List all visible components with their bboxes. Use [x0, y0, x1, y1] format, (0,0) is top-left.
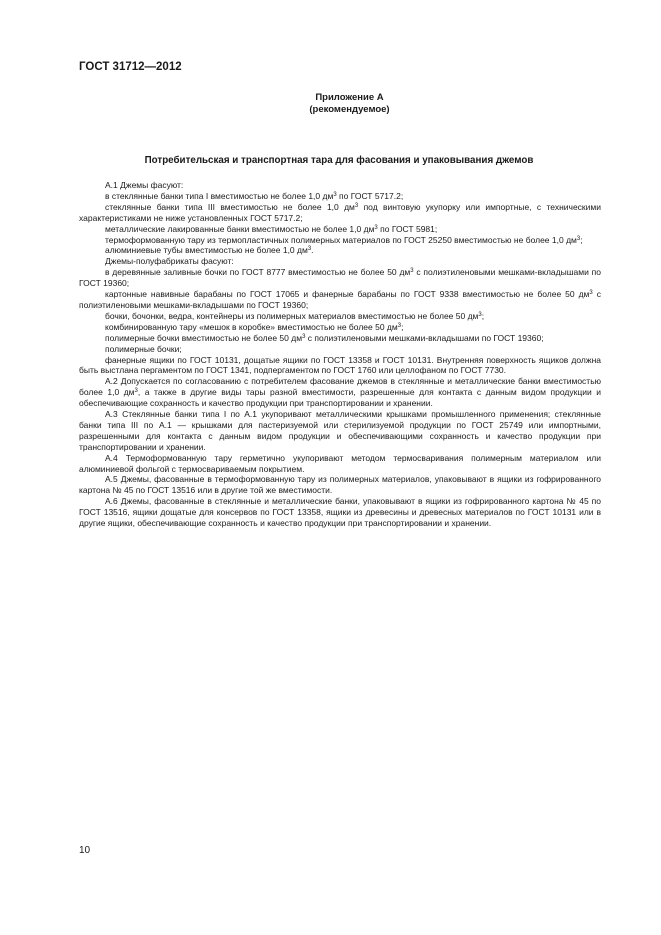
superscript: 3 [478, 311, 482, 318]
superscript: 3 [410, 268, 414, 275]
superscript: 3 [374, 224, 378, 231]
superscript: 3 [589, 290, 593, 297]
list-item: полимерные бочки вместимостью не более 50 $дм^3$ с полиэтиленовыми мешками-вкладышами по ГОСТ 19360; [105, 332, 544, 343]
paragraph-a5: А.5 Джемы, фасованные в термоформованную тару из полимерных материалов, упаковывают в ящики из гофрированного картона № 45 по ГОСТ 13516 или в другие той же вместимости. [79, 474, 601, 496]
list-item: стеклянные банки типа III вместимостью не более 1,0 $дм^3$ под винтовую укупорку или импортные, с техническими характеристиками не ниже установленных ГОСТ 5717.2; [79, 201, 601, 223]
page-number: 10 [79, 845, 91, 856]
superscript: 3 [307, 246, 312, 253]
annex-title: Приложение А [315, 92, 384, 103]
list-item: комбинированную тару «мешок в коробке» вместимостью не более 50 $дм^3$; [105, 321, 404, 332]
paragraph-a4: А.4 Термоформованную тару герметично укупоривают методом термосваривания полимерным материалом или алюминиевой фольгой с термосвариваемым покрытием. [79, 452, 601, 474]
list-item: алюминиевые тубы вместимостью не более 1,0 $дм^3$. [105, 245, 314, 256]
document-body [79, 180, 601, 529]
superscript: 3 [134, 388, 138, 395]
paragraph-a2: А.2 Допускается по согласованию с потребителем фасование джемов в стеклянные и металлические банки вместимостью более 1,0 $дм^3$, а также в другие виды тары разной вместимости, разрешенные для контакта с данным видом продукции и обеспечивающие сохранность и качество продукции при транспортировании и хранении. [79, 376, 601, 409]
list-item: полимерные бочки; [105, 343, 182, 354]
paragraph-a6: А.6 Джемы, фасованные в стеклянные и металлические банки, упаковывают в ящики из гофрированного картона № 45 по ГОСТ 13516, ящики дощатые для консервов по ГОСТ 13358, ящики из древесины и древесных материалов по ГОСТ 10131 или в другие ящики, обеспечивающие сохранность и качество продукции при транспортировании и хранении. [79, 496, 601, 529]
superscript: 3 [397, 322, 402, 329]
list-item: в стеклянные банки типа I вместимостью не более 1,0 $дм^3$ по ГОСТ 5717.2; [105, 190, 404, 201]
annex-heading [0, 92, 661, 116]
paragraph-semi-products: Джемы-полуфабрикаты фасуют: [105, 256, 234, 267]
list-item: металлические лакированные банки вместимостью не более 1,0 $дм^3$ по ГОСТ 5981; [105, 223, 438, 234]
paragraph-a3: А.3 Стеклянные банки типа I по А.1 укупоривают металлическими крышками промышленного применения; стеклянные банки типа III по А.1 — крышками для пастеризуемой или стерилизуемой продукции по ГОСТ 25749 или импортными, разрешенными для контакта с данным видом продукции и обеспечивающими сохранность и качество продукции при транспортировании и хранении. [79, 409, 601, 452]
annex-subtitle: (рекомендуемое) [309, 104, 390, 115]
list-item: фанерные ящики по ГОСТ 10131, дощатые ящики по ГОСТ 13358 и ГОСТ 10131. Внутренняя поверхность ящиков должна быть выстлана пергаментом по ГОСТ 1341, подпергаментом по ГОСТ 1760 или целлофаном по ГОСТ 7730. [79, 354, 601, 376]
paragraph-a1-intro: А.1 Джемы фасуют: [105, 180, 184, 190]
superscript: 3 [354, 202, 359, 209]
superscript: 3 [302, 333, 306, 340]
list-item: бочки, бочонки, ведра, контейнеры из полимерных материалов вместимостью не более 50 $дм^3$; [105, 310, 485, 321]
list-item: в деревянные заливные бочки по ГОСТ 8777 вместимостью не более 50 $дм^3$ с полиэтиленовыми мешками-вкладышами по ГОСТ 19360; [79, 267, 601, 289]
superscript: 3 [333, 191, 337, 198]
document-header: ГОСТ 31712—2012 [79, 61, 182, 73]
section-title: Потребительская и транспортная тара для фасования и упаковывания джемов [144, 155, 534, 166]
list-item: термоформованную тару из термопластичных полимерных материалов по ГОСТ 25250 вместимостью не более 1,0 $дм^3$; [105, 234, 583, 245]
superscript: 3 [576, 235, 581, 242]
list-item: картонные навивные барабаны по ГОСТ 17065 и фанерные барабаны по ГОСТ 9338 вместимостью не более 50 $дм^3$ с полиэтиленовыми мешками-вкладышами по ГОСТ 19360; [79, 289, 601, 310]
